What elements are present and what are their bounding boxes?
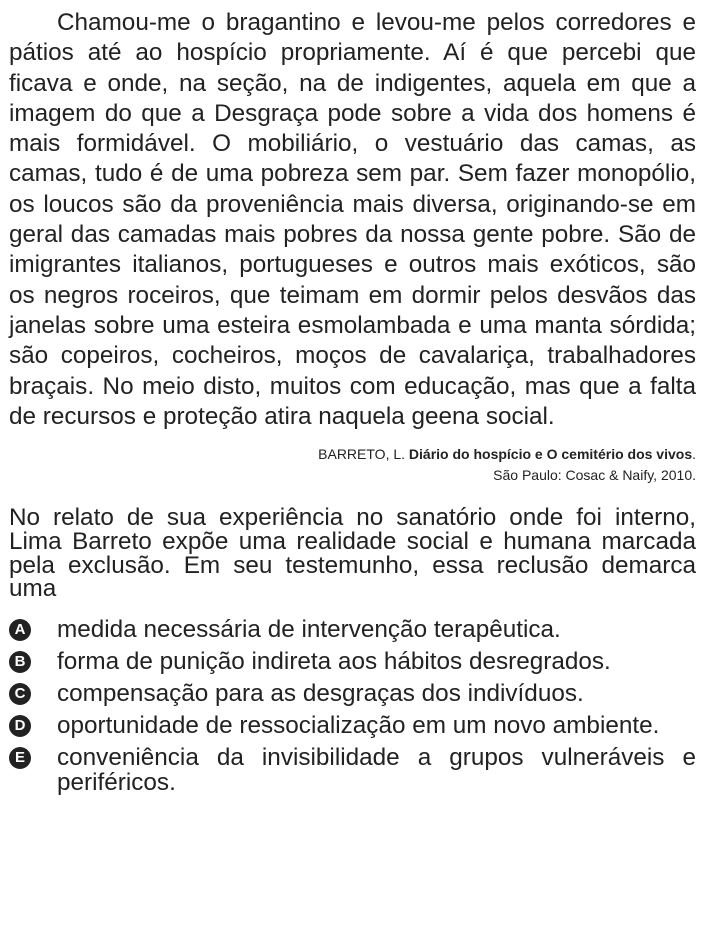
citation-end: . — [692, 446, 696, 463]
option-letter-badge: A — [9, 619, 31, 641]
option-text: medida necessária de intervenção terapêutica. — [57, 615, 561, 643]
option-letter-badge: E — [9, 747, 31, 769]
option-text: conveniência da invisibilidade a grupos vulneráveis e periféricos. — [57, 743, 696, 796]
option-a[interactable] — [9, 617, 696, 642]
option-e[interactable] — [9, 745, 696, 795]
passage — [9, 8, 696, 432]
citation-publisher: São Paulo: Cosac & Naify, 2010. — [493, 467, 696, 484]
option-letter-badge: D — [9, 715, 31, 737]
passage-text: Chamou-me o bragantino e levou-me pelos corredores e pátios até ao hospício propriamente. Aí é que percebi que ficava e onde, na seção, na de indigentes, aquela em que a imagem do que a Desgraça pode sobre a vida dos homens é mais formidável. O mobiliário, o vestuário das camas, as camas, tudo é de uma pobreza sem par. Sem fazer monopólio, os loucos são da proveniência mais diversa, originando-se em geral das camadas mais pobres da nossa gente pobre. São de imigrantes italianos, portugueses e outros mais exóticos, são os negros roceiros, que teimam em dormir pelos desvãos das janelas sobre uma esteira esmolambada e uma manta sórdida; são copeiros, cocheiros, moços de cavalariça, trabalhadores braçais. No meio disto, muitos com educação, mas que a falta de recursos e proteção atira naquela geena social. — [9, 9, 696, 430]
citation-author: BARRETO, L. — [318, 446, 409, 463]
question-stem: No relato de sua experiência no sanatório onde foi interno, Lima Barreto expõe uma realidade social e humana marcada pela exclusão. Em seu testemunho, essa reclusão demarca uma — [9, 504, 696, 603]
citation — [9, 444, 696, 486]
option-text: oportunidade de ressocialização em um novo ambiente. — [57, 711, 660, 739]
option-text: forma de punição indireta aos hábitos desregrados. — [57, 647, 611, 675]
citation-title: Diário do hospício e O cemitério dos vivos — [408, 446, 693, 463]
option-b[interactable] — [9, 649, 696, 674]
option-letter-badge: C — [9, 683, 31, 705]
option-d[interactable] — [9, 713, 696, 738]
citation-line-1 — [9, 444, 696, 465]
option-c[interactable] — [9, 681, 696, 706]
option-letter-badge: B — [9, 651, 31, 673]
option-text: compensação para as desgraças dos indivíduos. — [57, 679, 584, 707]
answer-options — [9, 617, 696, 795]
